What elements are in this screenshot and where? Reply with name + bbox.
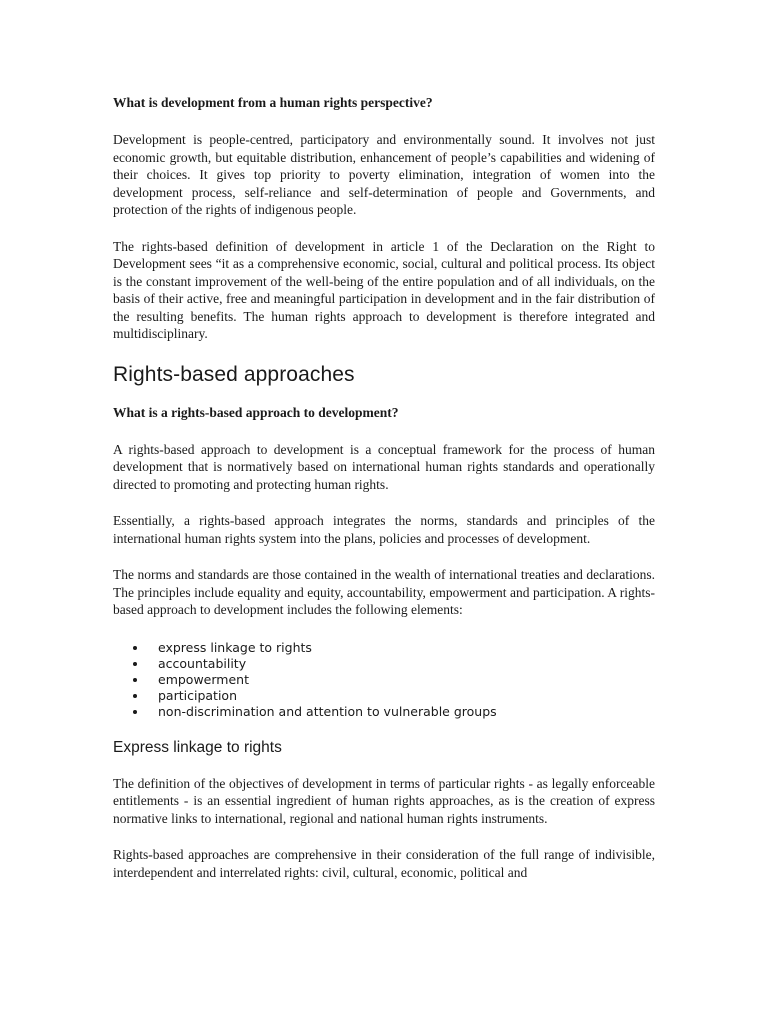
bullet-icon bbox=[133, 646, 137, 650]
list-item bbox=[113, 688, 655, 704]
list-item bbox=[113, 704, 655, 720]
paragraph-development-definition: Development is people-centred, participatory and environmentally sound. It involves not just economic growth, but equitable distribution, enhancement of people’s capabilities and widening of their choices. It gives top priority to poverty elimination, integration of women into the development process, self-reliance and self-determination of people and Governments, and protection of the rights of indigenous people. bbox=[113, 132, 655, 217]
section-heading-express-linkage: Express linkage to rights bbox=[113, 738, 282, 756]
bullet-icon bbox=[133, 710, 137, 714]
elements-list bbox=[113, 640, 655, 720]
list-item-label: empowerment bbox=[158, 671, 249, 687]
bullet-icon bbox=[133, 678, 137, 682]
bullet-icon bbox=[133, 694, 137, 698]
paragraph-rights-based-definition: The rights-based definition of development in article 1 of the Declaration on the Right to Development sees “it as a comprehensive economic, social, cultural and political process. Its object is the constant improvement of the well-being of the entire population and of all individuals, on the basis of their active, free and meaningful participation in development and in the fair distribution of the resulting benefits. The human rights approach to development is therefore integrated and multidisciplinary. bbox=[113, 238, 655, 341]
question-heading-rights-based-approach: What is a rights-based approach to development? bbox=[113, 404, 399, 420]
list-item bbox=[113, 640, 655, 656]
list-item bbox=[113, 656, 655, 672]
paragraph-conceptual-framework: A rights-based approach to development is a conceptual framework for the process of human development that is normatively based on international human rights standards and operationally directed to promoting and protecting human rights. bbox=[113, 441, 655, 492]
question-heading-development: What is development from a human rights perspective? bbox=[113, 95, 433, 110]
list-item-label: participation bbox=[158, 687, 237, 703]
paragraph-norms-and-standards: The norms and standards are those contained in the wealth of international treaties and declarations. The principles include equality and equity, accountability, empowerment and participation. A rights-based approach to development includes the following elements: bbox=[113, 567, 655, 617]
list-item-label: non-discrimination and attention to vulnerable groups bbox=[158, 703, 497, 719]
document-page bbox=[113, 94, 655, 881]
list-item bbox=[113, 672, 655, 688]
section-heading-rights-based-approaches: Rights-based approaches bbox=[113, 362, 355, 386]
list-item-label: accountability bbox=[158, 655, 247, 671]
bullet-icon bbox=[133, 662, 137, 666]
paragraph-objectives-definition: The definition of the objectives of development in terms of particular rights - as legally enforceable entitlements - is an essential ingredient of human rights approaches, as is the creation of express normative links to international, regional and national human rights instruments. bbox=[113, 775, 655, 826]
paragraph-comprehensive-rights: Rights-based approaches are comprehensive in their consideration of the full range of indivisible, interdependent and interrelated rights: civil, cultural, economic, political and bbox=[113, 847, 655, 880]
paragraph-integrates-norms: Essentially, a rights-based approach integrates the norms, standards and principles of the international human rights system into the plans, policies and processes of development. bbox=[113, 513, 655, 546]
list-item-label: express linkage to rights bbox=[158, 639, 312, 655]
